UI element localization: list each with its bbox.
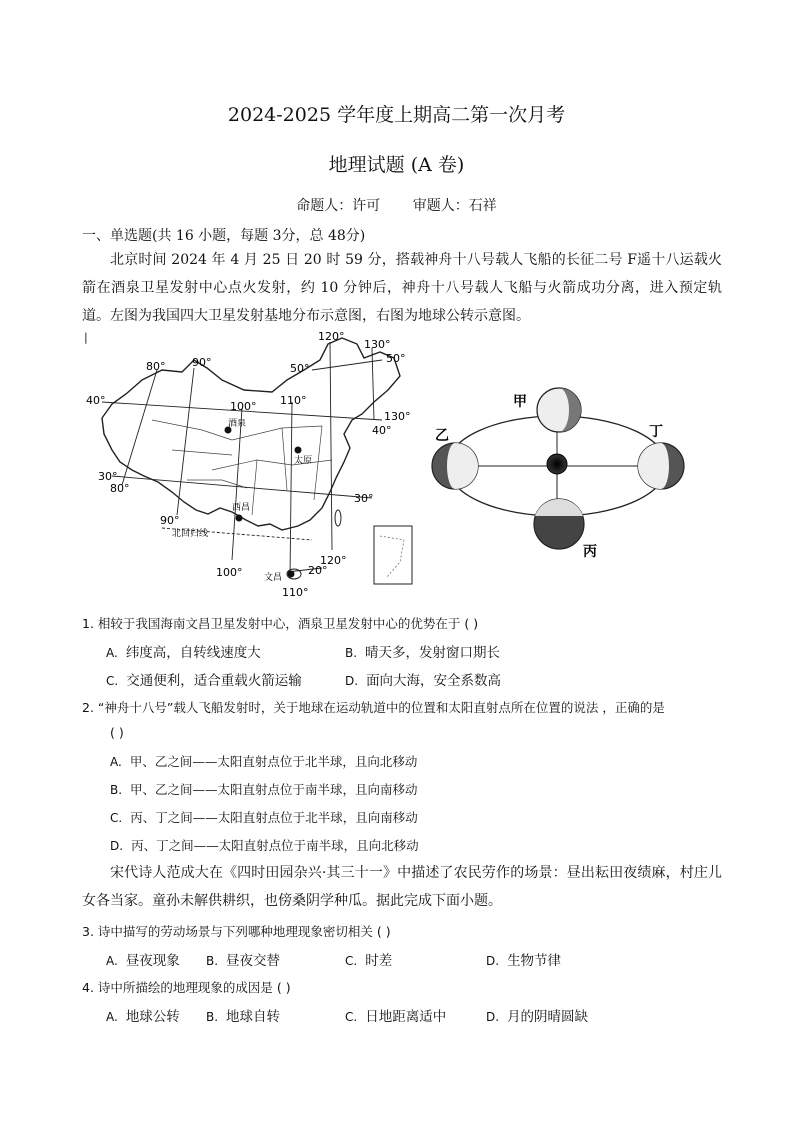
question-4-option-a[interactable]: A. 地球公转 (106, 1009, 180, 1025)
lon-label: 90° (192, 356, 212, 369)
reviewer: 审题人：石祥 (412, 198, 497, 214)
question-4-option-d[interactable]: D. 月的阴晴圆缺 (486, 1009, 589, 1025)
lat-label: 40° (86, 394, 106, 407)
question-4-option-b[interactable]: B. 地球自转 (206, 1009, 281, 1025)
lat-label: 50° (290, 362, 310, 375)
lon-label: 80° (110, 482, 130, 495)
question-2-paren: ( ) (110, 725, 124, 740)
question-2-option-b[interactable]: B. 甲、乙之间——太阳直射点位于南半球，且向南移动 (110, 782, 418, 797)
lat-label: 20° (308, 564, 328, 577)
exam-title: 2024-2025 学年度上期高二第一次月考 (227, 104, 566, 126)
question-1-option-b[interactable]: B. 晴天多，发射窗口期长 (345, 645, 501, 661)
lat-label: 40° (372, 424, 392, 437)
lon-label: 120° (320, 554, 347, 567)
question-1-option-d[interactable]: D. 面向大海，安全系数高 (345, 673, 502, 689)
sun (547, 454, 567, 474)
site-label-jiuquan: 酒泉 (228, 419, 247, 429)
lat-label: 30° (354, 492, 374, 505)
question-2-option-c[interactable]: C. 丙、丁之间——太阳直射点位于北半球，且向南移动 (110, 810, 418, 825)
lon-label: 130° (384, 410, 411, 423)
exam-subtitle: 地理试题 (A 卷) (328, 154, 465, 176)
orbit-label-yi: 乙 (435, 428, 449, 444)
lon-label: 120° (318, 330, 345, 343)
lon-label: 110° (280, 394, 307, 407)
question-2-option-a[interactable]: A. 甲、乙之间——太阳直射点位于北半球，且向北移动 (110, 754, 418, 769)
lon-label: 80° (146, 360, 166, 373)
authors-line (0, 195, 793, 215)
margin-marker: | (84, 331, 88, 344)
question-3-option-d[interactable]: D. 生物节律 (486, 953, 562, 969)
earth-revolution-diagram (425, 378, 720, 578)
section-heading: 一、单选题(共 16 小题，每题 3分，总 48分) (82, 228, 366, 244)
poem-passage: 宋代诗人范成大在《四时田园杂兴·其三十一》中描述了农民劳作的场景：昼出耘田夜绩麻，村庄儿女各当家。童孙未解供耕织，也傍桑阴学种瓜。据此完成下面小题。 (82, 865, 722, 909)
question-3-option-a[interactable]: A. 昼夜现象 (106, 953, 180, 969)
orbit-label-bing: 丙 (583, 544, 597, 560)
question-4-stem: 4. 诗中所描绘的地理现象的成因是 ( ) (82, 980, 291, 995)
question-3-stem: 3. 诗中描写的劳动场景与下列哪种地理现象密切相关 ( ) (82, 924, 391, 939)
site-label-wenchang: 文昌 (264, 573, 283, 583)
site-label-taiyuan: 太原 (294, 456, 313, 466)
intro-passage: 北京时间 2024 年 4 月 25 日 20 时 59 分，搭载神舟十八号载人飞船的长征二号 F遥十八运载火箭在酒泉卫星发射中心点火发射，约 10 分钟后，神舟十八号载人飞船与火箭成功分离，进入预定轨道。左图为我国四大卫星发射基地分布示意图，右图为地球公转示意图。 (82, 252, 722, 324)
orbit-label-ding: 丁 (649, 424, 663, 440)
orbit-label-jia: 甲 (513, 394, 527, 410)
question-2-stem: 2. “神舟十八号”载人飞船发射时，关于地球在运动轨道中的位置和太阳直射点所在位置的说法 ，正确的是 (82, 700, 665, 715)
lon-label: 90° (160, 514, 180, 527)
question-2-option-d[interactable]: D. 丙、丁之间——太阳直射点位于南半球，且向北移动 (110, 838, 419, 853)
lat-label: 50° (386, 352, 406, 365)
lat-label: 30° (98, 470, 118, 483)
question-4-option-c[interactable]: C. 日地距离适中 (345, 1009, 447, 1025)
tropic-label: 北回归线 (172, 529, 209, 539)
lon-label: 110° (282, 586, 309, 599)
question-3-option-b[interactable]: B. 昼夜交替 (206, 953, 281, 969)
question-1-option-c[interactable]: C. 交通便利，适合重载火箭运输 (106, 673, 302, 689)
question-1-stem: 1. 相较于我国海南文昌卫星发射中心，酒泉卫星发射中心的优势在于 ( ) (82, 616, 479, 631)
launch-base-map (82, 330, 432, 600)
site-label-xichang: 西昌 (232, 503, 251, 513)
lon-label: 130° (364, 338, 391, 351)
lon-label: 100° (230, 400, 257, 413)
lon-label: 100° (216, 566, 243, 579)
question-3-option-c[interactable]: C. 时差 (345, 953, 393, 969)
setter: 命题人：许可 (296, 198, 381, 214)
question-1-option-a[interactable]: A. 纬度高，自转线速度大 (106, 645, 261, 661)
